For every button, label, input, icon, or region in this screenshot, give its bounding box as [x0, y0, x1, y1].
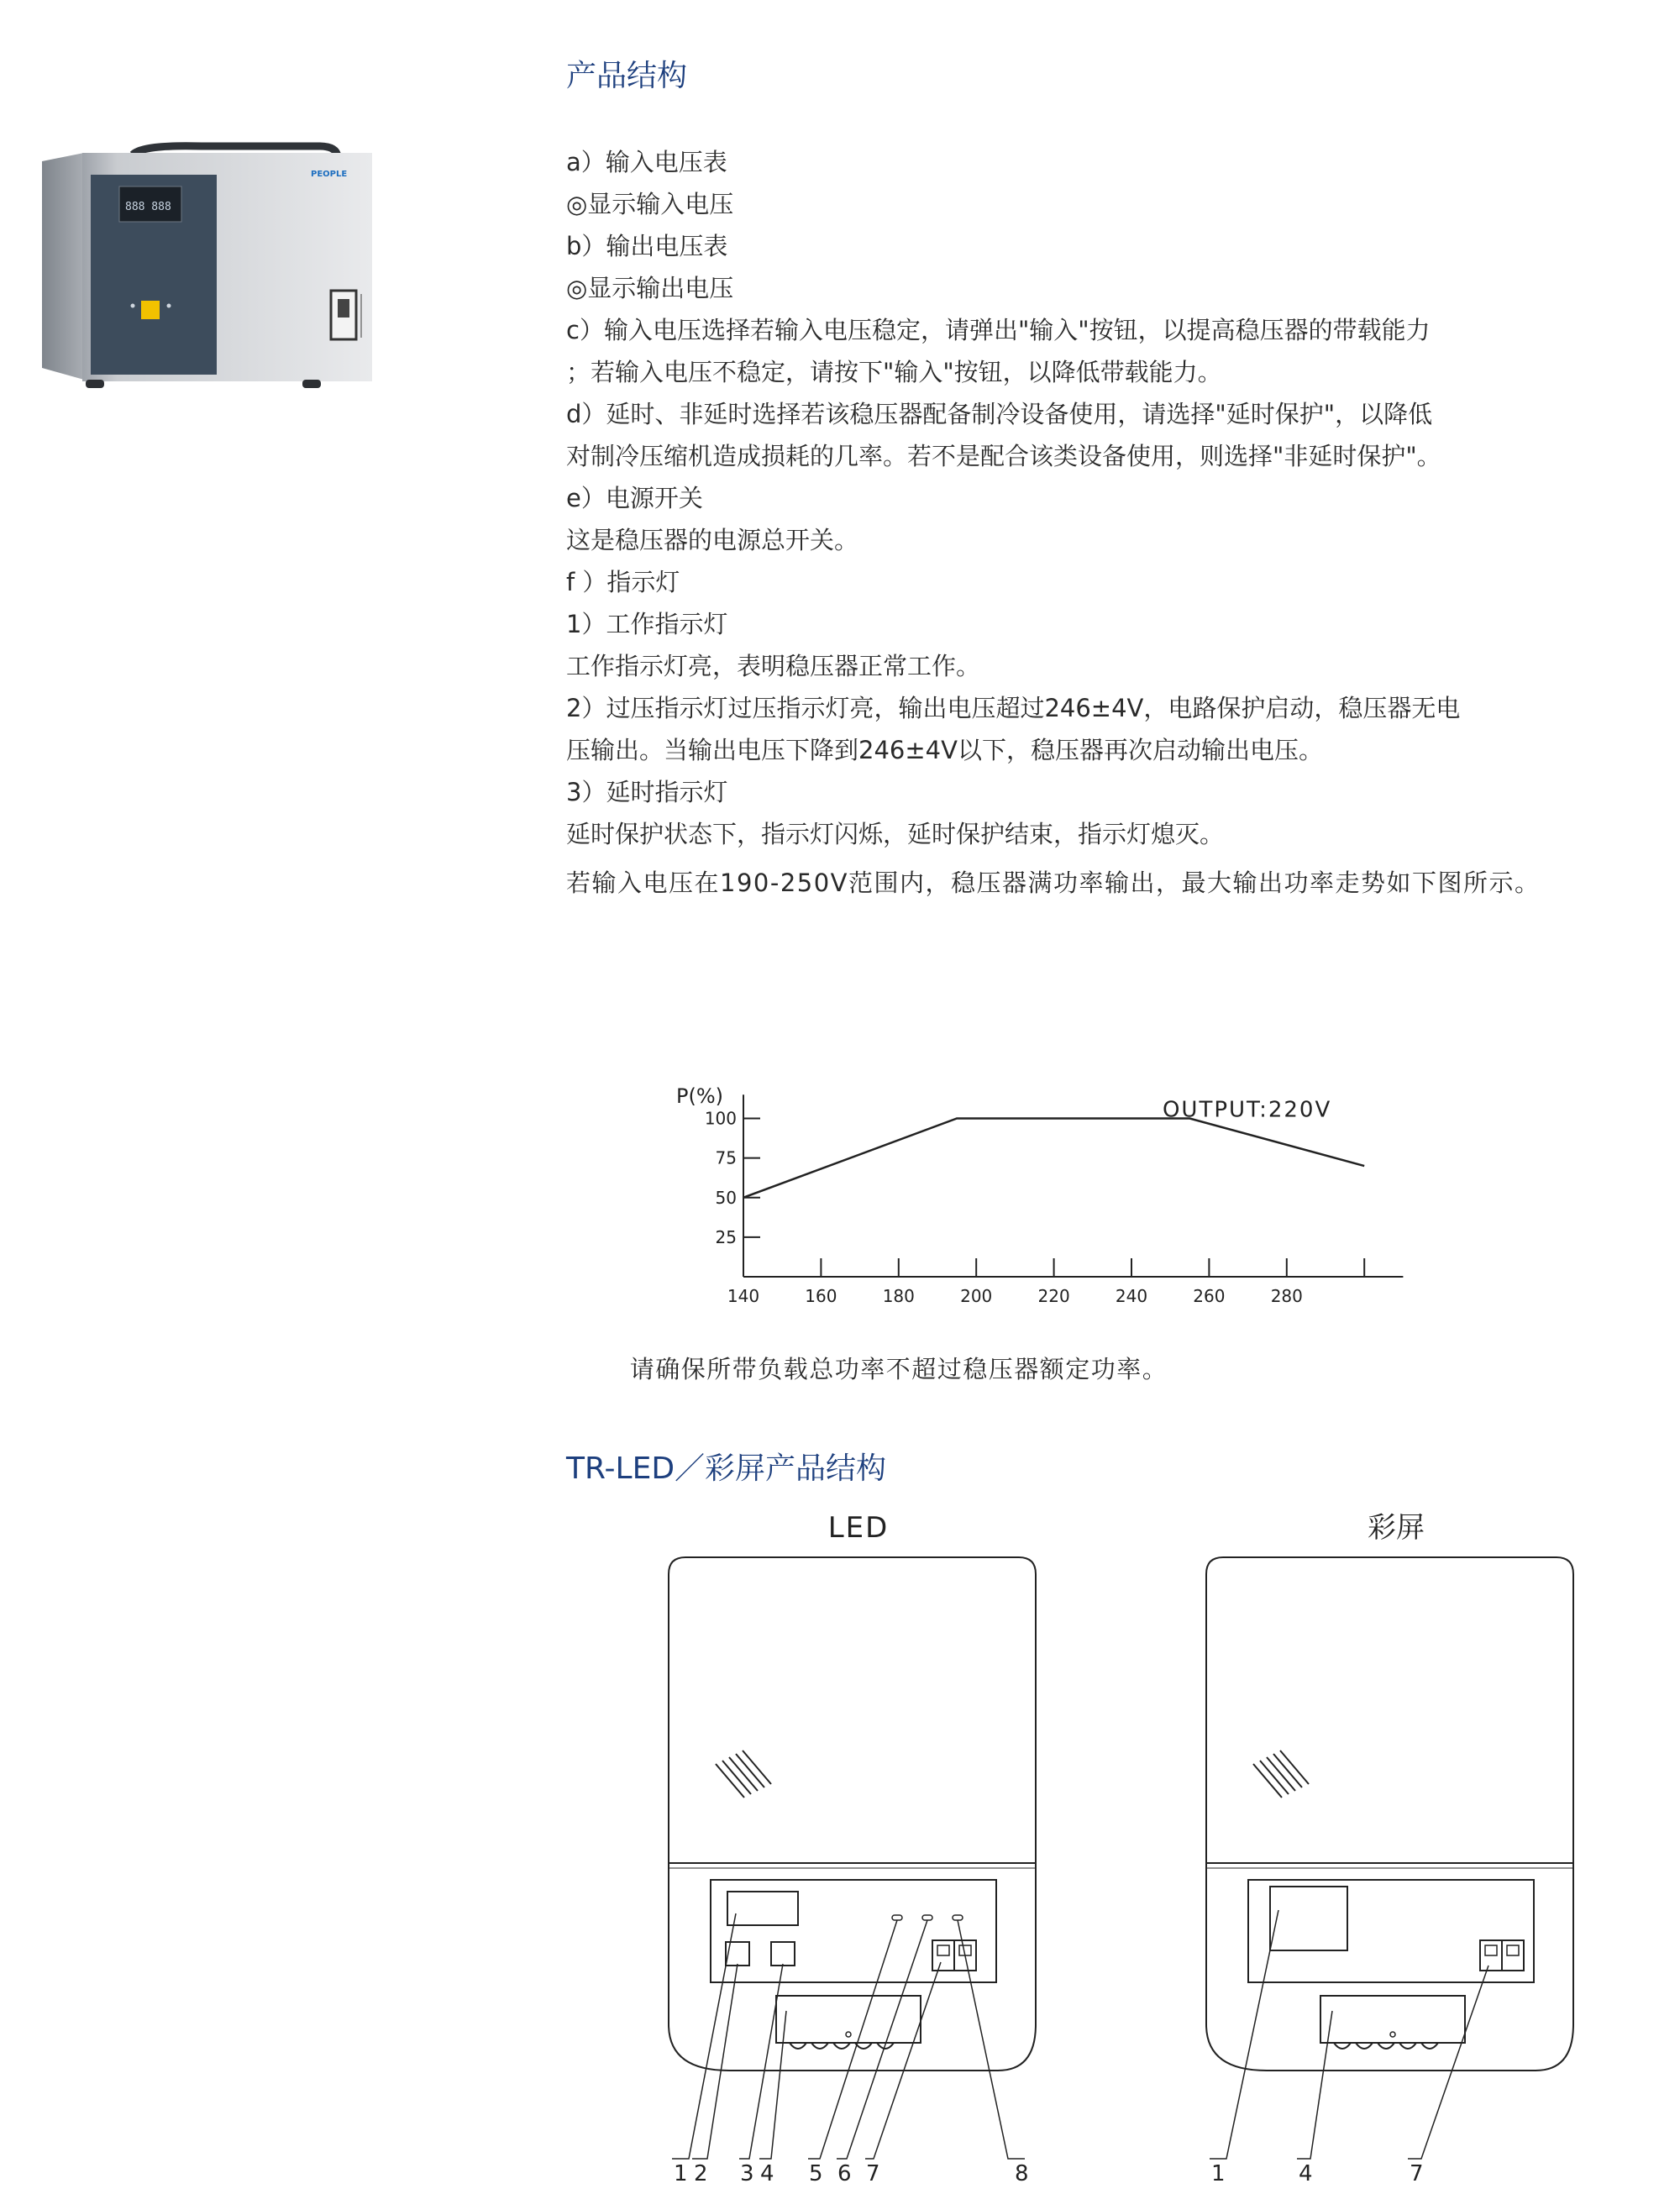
x-tick-label: 160 [805, 1286, 837, 1306]
text-line: 延时保护状态下，指示灯闪烁，延时保护结束，指示灯熄灭。 [566, 820, 1225, 848]
description-text [566, 141, 1658, 904]
color-diagram-title: 彩屏 [1368, 1511, 1425, 1545]
section-title-trled-structure: TR-LED／彩屏产品结构 [566, 1451, 887, 1486]
power-curve-line [743, 1119, 1364, 1198]
product-yellow-button [141, 301, 160, 319]
text-line: 2）过压指示灯过压指示灯亮，输出电压超过246±4V，电路保护启动，稳压器无电 [566, 694, 1461, 722]
callout-number: 1 [1211, 2161, 1226, 2186]
led-unit-outline [669, 1557, 1036, 2071]
callout-number: 5 [809, 2161, 823, 2186]
callout-number: 7 [1410, 2161, 1424, 2186]
text-line: ◎显示输出电压 [566, 274, 734, 302]
range-text: 若输入电压在190-250V范围内，稳压器满功率输出，最大输出功率走势如下图所示。 [566, 869, 1541, 897]
x-tick-label: 260 [1193, 1286, 1226, 1306]
text-line: 工作指示灯亮，表明稳压器正常工作。 [566, 652, 981, 680]
product-brand-label: PEOPLE [311, 170, 348, 179]
callout-number: 6 [837, 2161, 852, 2186]
section-title-product-structure: 产品结构 [566, 59, 688, 93]
callout-number: 7 [866, 2161, 880, 2186]
led-callout-numbers [674, 2161, 1029, 2186]
product-photo [34, 143, 403, 395]
text-line: 对制冷压缩机造成损耗的几率。若不是配合该类设备使用，则选择"非延时保护"。 [566, 442, 1441, 470]
structure-diagrams [622, 1504, 1613, 2192]
y-tick-label: 75 [715, 1147, 737, 1168]
power-chart [638, 1050, 1411, 1319]
text-line: f ）指示灯 [566, 568, 680, 596]
callout-number: 8 [1015, 2161, 1029, 2186]
text-line: ◎显示输入电压 [566, 190, 734, 218]
y-tick-label: 25 [715, 1226, 737, 1247]
callout-number: 4 [1299, 2161, 1313, 2186]
text-line: ；若输入电压不稳定，请按下"输入"按钮，以降低带载能力。 [566, 358, 1222, 386]
callout-number: 2 [694, 2161, 708, 2186]
product-display-digits: 888 888 [125, 201, 171, 213]
callout-number: 4 [760, 2161, 774, 2186]
x-tick-label: 200 [960, 1286, 993, 1306]
text-line: b）输出电压表 [566, 232, 728, 260]
callout-number: 1 [674, 2161, 688, 2186]
x-tick-label: 240 [1115, 1286, 1148, 1306]
led-diagram [669, 1511, 1036, 2186]
product-indicator-light [167, 304, 171, 308]
y-axis-label: P(%) [676, 1084, 724, 1109]
x-tick-label: 180 [882, 1286, 915, 1306]
y-tick-label: 100 [704, 1108, 737, 1129]
text-line: e）电源开关 [566, 484, 703, 512]
text-line: 这是稳压器的电源总开关。 [566, 526, 859, 554]
text-line: 3）延时指示灯 [566, 778, 728, 806]
y-tick-label: 50 [715, 1187, 737, 1208]
text-line: c）输入电压选择若输入电压稳定，请弹出"输入"按钮，以提高稳压器的带载能力 [566, 316, 1431, 344]
x-tick-label: 280 [1270, 1286, 1303, 1306]
power-note: 请确保所带负载总功率不超过稳压器额定功率。 [629, 1355, 1168, 1383]
callout-number: 3 [740, 2161, 754, 2186]
color-screen-diagram [1206, 1511, 1573, 2186]
x-tick-label: 220 [1037, 1286, 1070, 1306]
x-tick-label: 140 [727, 1286, 760, 1306]
text-line: d）延时、非延时选择若该稳压器配备制冷设备使用，请选择"延时保护"，以降低 [566, 400, 1433, 428]
text-line: 1）工作指示灯 [566, 610, 728, 638]
color-callout-numbers [1211, 2161, 1424, 2186]
output-annotation: OUTPUT:220V [1162, 1097, 1332, 1123]
text-line: 压输出。当输出电压下降到246±4V以下，稳压器再次启动输出电压。 [566, 736, 1323, 764]
led-diagram-title: LED [827, 1511, 890, 1545]
product-indicator-light [131, 304, 135, 308]
text-line: a）输入电压表 [566, 148, 727, 176]
